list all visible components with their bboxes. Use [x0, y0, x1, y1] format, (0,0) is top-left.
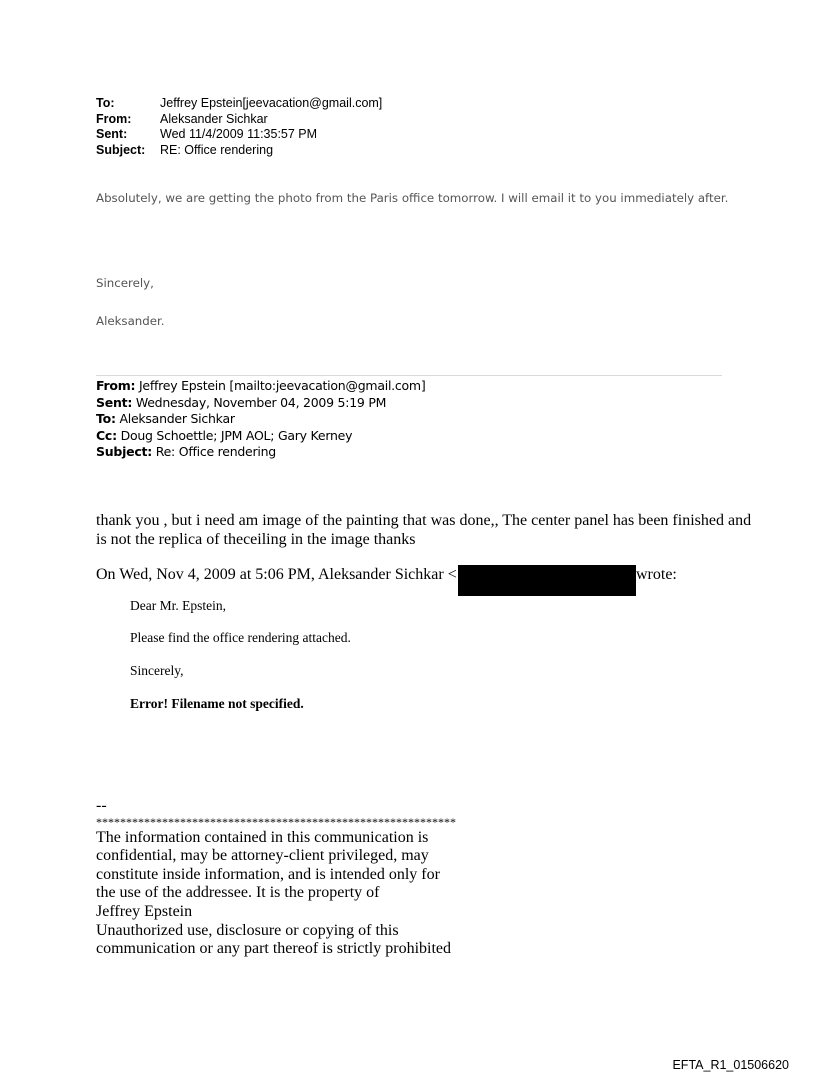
original-error: Error! Filename not specified.: [130, 696, 304, 711]
quoted-cc-label: Cc:: [96, 427, 117, 443]
epstein-message-body: thank you , but i need am image of the painting that was done,, The center panel has been finished and is not the replica of theceiling in the image thanks: [96, 512, 752, 548]
quoted-sent-label: Sent:: [96, 394, 133, 410]
from-row: [96, 112, 382, 128]
to-value: Jeffrey Epstein[jeevacation@gmail.com]: [160, 96, 383, 110]
from-value: Aleksander Sichkar: [160, 111, 268, 126]
quoted-header: [96, 378, 425, 461]
reply-body: Absolutely, we are getting the photo from the Paris office tomorrow. I will email it to you immediately after.: [96, 191, 729, 205]
bates-number: EFTA_R1_01506620: [672, 1058, 789, 1072]
quoted-from-value: Jeffrey Epstein [mailto:jeevacation@gmail.com]: [139, 378, 426, 393]
reply-signature: Aleksander.: [96, 314, 165, 328]
footer-line: communication or any part thereof is strictly prohibited: [96, 940, 452, 958]
quoted-sent-value: Wednesday, November 04, 2009 5:19 PM: [135, 394, 387, 410]
footer-line: confidential, may be attorney-client privileged, may: [96, 847, 429, 865]
footer-line: The information contained in this communication is: [96, 828, 429, 846]
reply-closing: Sincerely,: [96, 276, 154, 290]
quoted-to-value: Aleksander Sichkar: [119, 411, 235, 426]
quoted-from-row: [96, 378, 425, 395]
subject-label: Subject:: [96, 142, 146, 157]
footer-line: Jeffrey Epstein: [96, 902, 193, 920]
confidentiality-footer: [96, 797, 576, 959]
quoted-cc-value: Doug Schoettle; JPM AOL; Gary Kerney: [120, 427, 353, 443]
original-line: Please find the office rendering attached.: [130, 630, 351, 645]
sent-row: [96, 127, 382, 143]
attribution-line: On Wed, Nov 4, 2009 at 5:06 PM, Aleksander Sichkar <: [96, 566, 457, 583]
quoted-cc-row: [96, 428, 425, 445]
email-header: [96, 96, 382, 158]
footer-line: constitute inside information, and is intended only for: [96, 865, 440, 883]
subject-row: [96, 143, 382, 159]
from-label: From:: [96, 111, 132, 126]
subject-value: RE: Office rendering: [160, 142, 274, 157]
quoted-to-label: To:: [96, 411, 116, 426]
footer-stars: ************************************************************: [96, 814, 456, 829]
to-label: To:: [96, 96, 115, 110]
to-row: [96, 96, 382, 112]
sent-value: Wed 11/4/2009 11:35:57 PM: [160, 127, 318, 141]
footer-dashes: --: [96, 797, 107, 814]
original-greeting: Dear Mr. Epstein,: [130, 598, 226, 613]
quoted-subject-label: Subject:: [96, 444, 152, 459]
quoted-from-label: From:: [96, 378, 136, 393]
sent-label: Sent:: [96, 127, 128, 141]
quoted-subject-value: Re: Office rendering: [155, 444, 276, 459]
footer-line: the use of the addressee. It is the property of: [96, 884, 380, 902]
quoted-to-row: [96, 411, 425, 428]
quoted-sent-row: [96, 395, 425, 412]
quoted-separator: [96, 375, 722, 376]
original-closing: Sincerely,: [130, 663, 184, 678]
redaction-box: [458, 565, 636, 596]
footer-line: Unauthorized use, disclosure or copying of this: [96, 921, 399, 939]
quoted-subject-row: [96, 444, 425, 461]
attribution-wrote: wrote:: [636, 566, 677, 583]
